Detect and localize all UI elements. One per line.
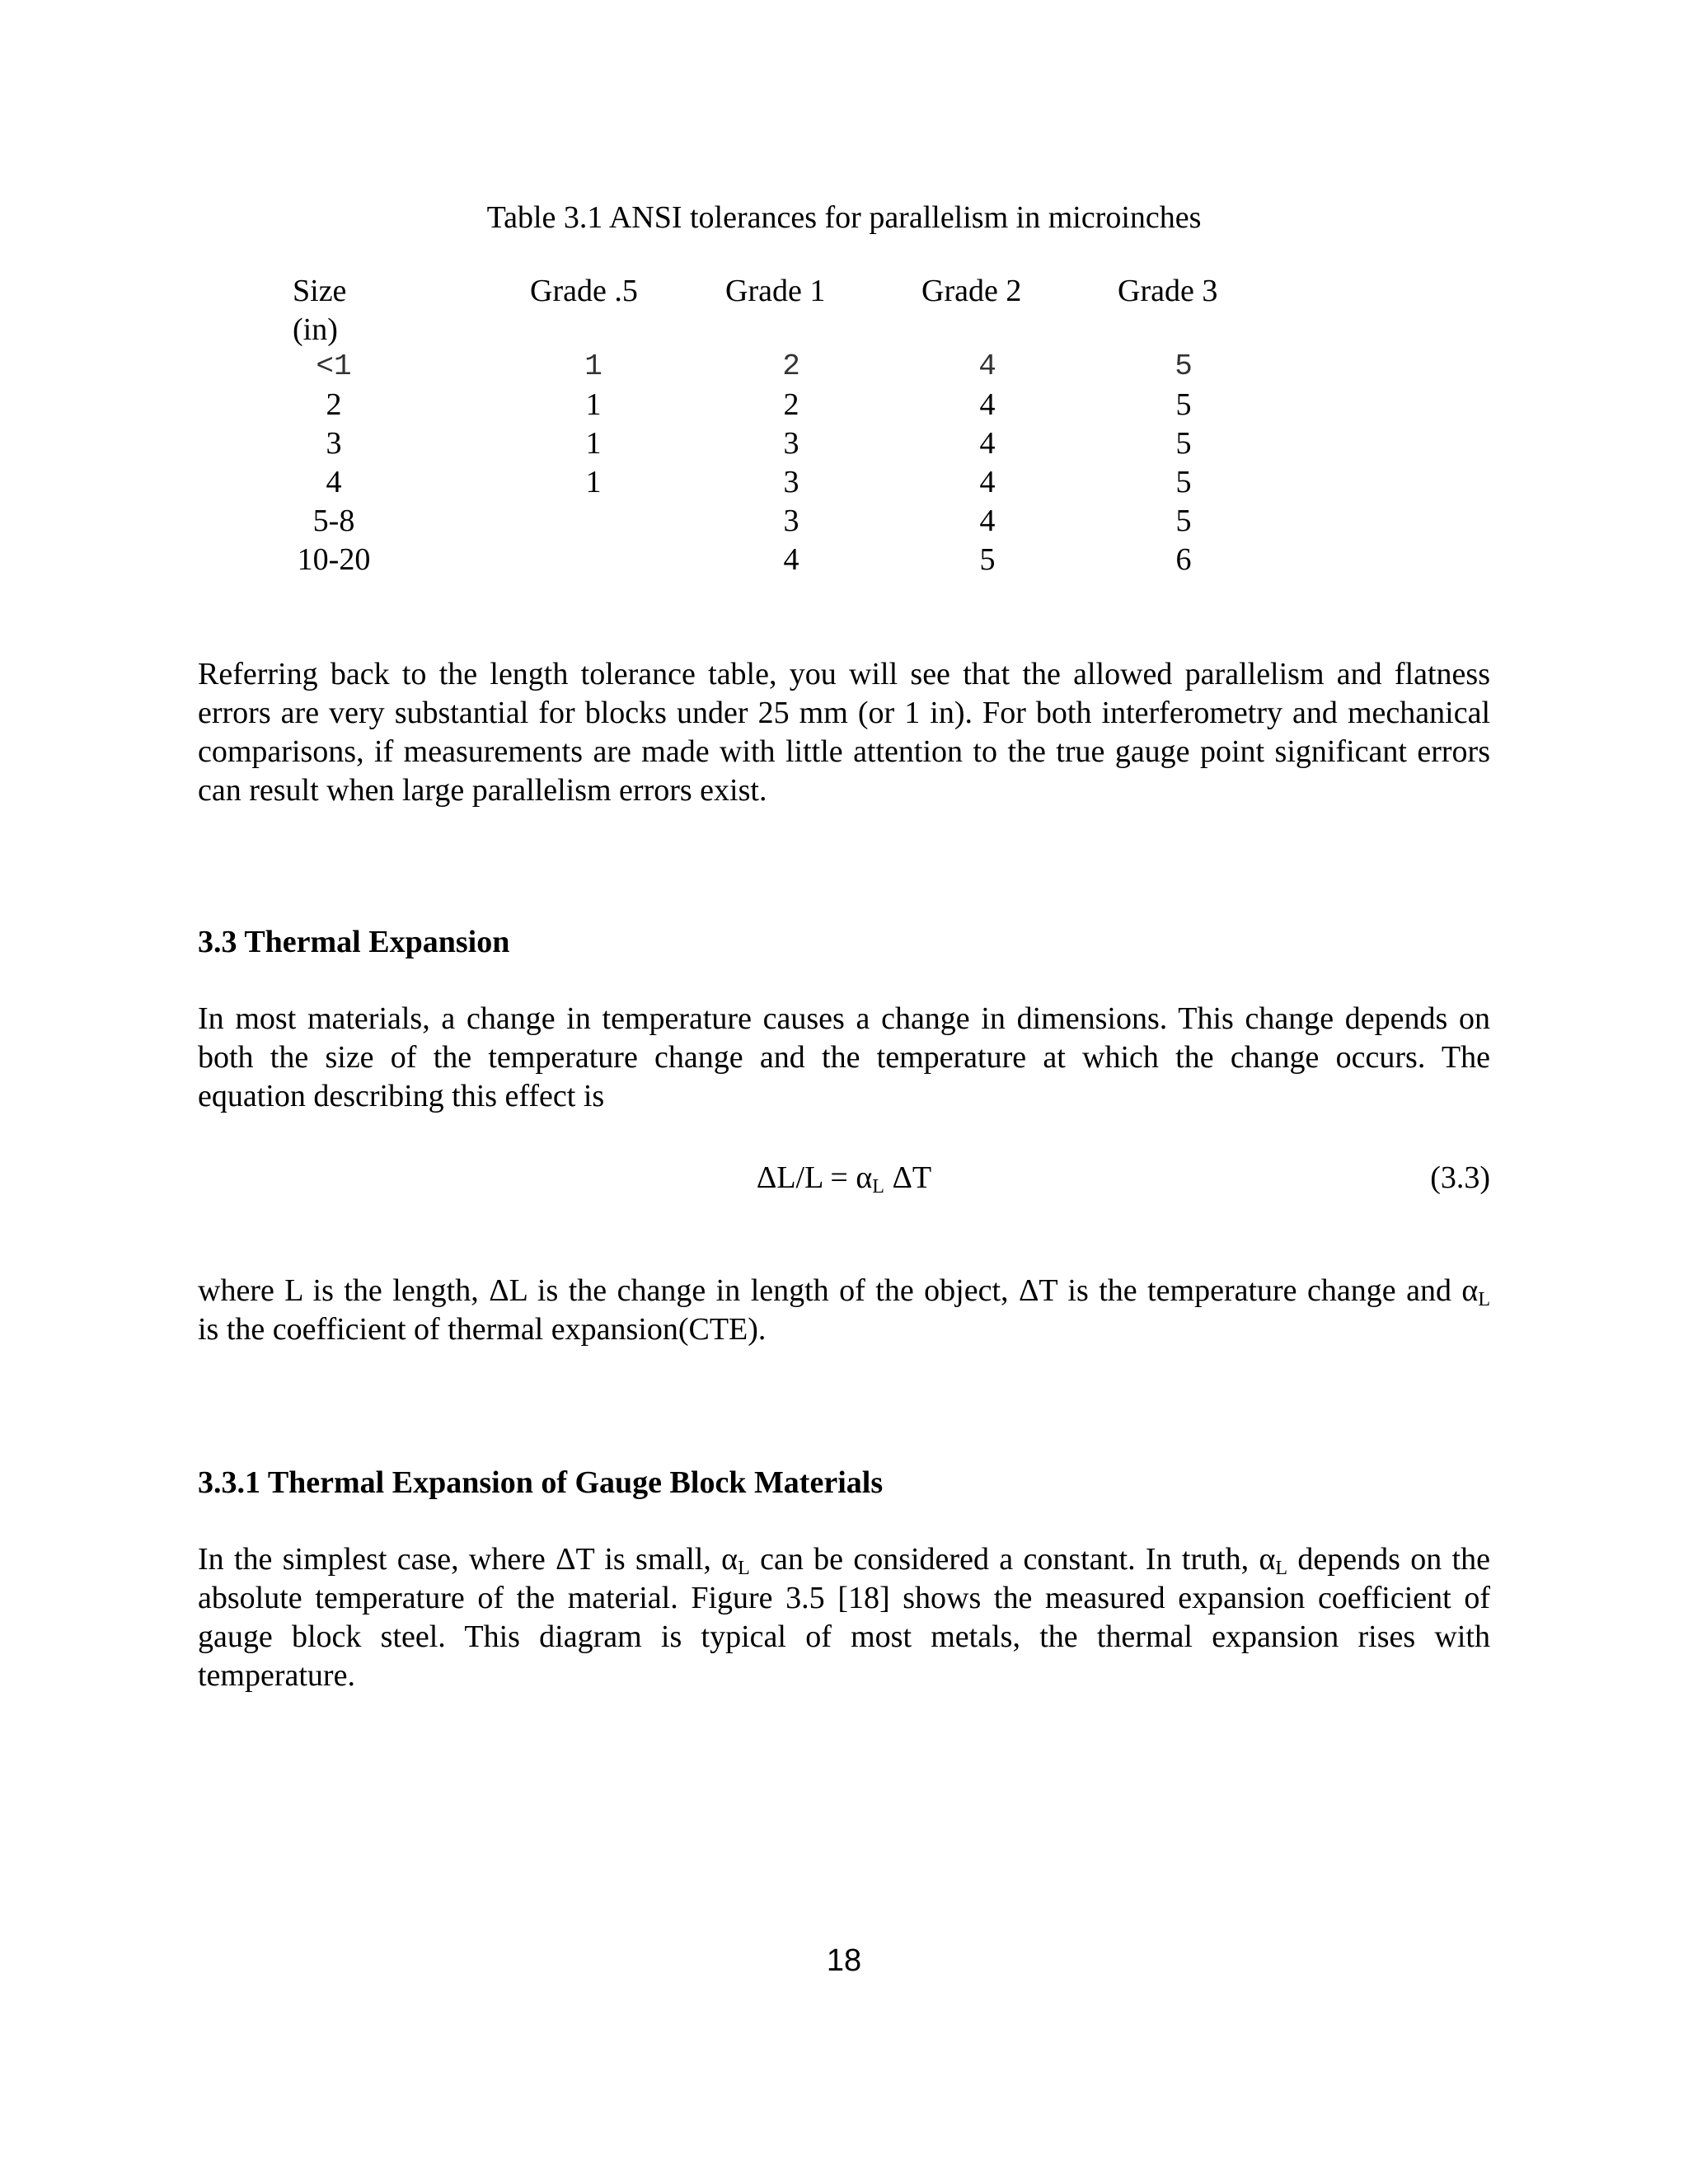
paragraph-where xyxy=(198,1272,1490,1349)
text-fragment: depends on the xyxy=(1287,1542,1490,1577)
alpha-subscript: L xyxy=(1275,1558,1288,1579)
header-size: Size xyxy=(293,274,347,308)
table-cell: 4 xyxy=(783,542,799,577)
table-cell: 5 xyxy=(1175,504,1192,538)
table-cell: 5 xyxy=(979,542,996,577)
header-grade-2: Grade 2 xyxy=(921,274,1022,308)
header-grade-3: Grade 3 xyxy=(1118,274,1218,308)
header-size-unit: (in) xyxy=(293,312,338,347)
table-cell: 2 xyxy=(782,349,800,383)
text-line: errors are very substantial for blocks under 25 mm (or 1 in). For both interferometry and mechanical xyxy=(198,696,1490,730)
table-cell: 3 xyxy=(326,426,342,461)
table-cell: <1 xyxy=(316,349,352,383)
equation-lhs: ΔL/L = α xyxy=(756,1160,873,1195)
table-cell: 5 xyxy=(1175,387,1192,422)
equation-number: (3.3) xyxy=(1430,1160,1490,1195)
text-line: gauge block steel. This diagram is typical of most metals, the thermal expansion rises with xyxy=(198,1619,1490,1654)
text-line: comparisons, if measurements are made with little attention to the true gauge point significant errors xyxy=(198,734,1490,769)
alpha-subscript: L xyxy=(738,1558,750,1579)
page-number: 18 xyxy=(826,1943,862,1978)
table-cell: 5 xyxy=(1175,426,1192,461)
section-heading-3-3-1: 3.3.1 Thermal Expansion of Gauge Block Materials xyxy=(198,1465,884,1500)
text-line xyxy=(198,1540,1490,1579)
table-caption: Table 3.1 ANSI tolerances for parallelism in microinches xyxy=(486,200,1202,235)
text-line: can result when large parallelism errors exist. xyxy=(198,773,767,808)
equation-rhs: ΔT xyxy=(884,1160,932,1195)
table-cell: 5-8 xyxy=(312,504,355,538)
paragraph-thermal-intro xyxy=(198,1000,1490,1116)
equation-subscript: L xyxy=(872,1176,884,1197)
paragraph-parallelism xyxy=(198,655,1490,810)
table-cell: 5 xyxy=(1175,349,1193,383)
table-cell: 1 xyxy=(585,426,602,461)
table-cell: 10-20 xyxy=(297,542,371,577)
table-cell: 3 xyxy=(783,465,799,499)
table-cell: 1 xyxy=(584,349,603,383)
table-cell: 4 xyxy=(979,426,996,461)
text-line: In most materials, a change in temperature causes a change in dimensions. This change depends on xyxy=(198,1001,1490,1036)
text-fragment: can be considered a constant. In truth, α xyxy=(749,1542,1276,1577)
table-cell: 1 xyxy=(585,465,602,499)
table-cell: 6 xyxy=(1175,542,1192,577)
table-cell: 4 xyxy=(978,349,996,383)
table-cell: 3 xyxy=(783,426,799,461)
alpha-subscript: L xyxy=(1478,1289,1490,1310)
table-cell: 4 xyxy=(979,387,996,422)
text-line: temperature. xyxy=(198,1658,355,1693)
text-line xyxy=(198,1272,1490,1310)
text-fragment: In the simplest case, where ΔT is small, α xyxy=(198,1542,738,1577)
text-line: Referring back to the length tolerance table, you will see that the allowed parallelism and flatness xyxy=(198,657,1490,691)
table-cell: 4 xyxy=(979,504,996,538)
table-cell: 4 xyxy=(979,465,996,499)
text-line: is the coefficient of thermal expansion(CTE). xyxy=(198,1312,767,1347)
text-line: equation describing this effect is xyxy=(198,1079,605,1113)
text-line: both the size of the temperature change and the temperature at which the change occurs. The xyxy=(198,1040,1490,1075)
table-cell: 5 xyxy=(1175,465,1192,499)
table-cell: 4 xyxy=(326,465,342,499)
header-grade-1: Grade 1 xyxy=(725,274,826,308)
where-text: where L is the length, ΔL is the change in length of the object, ΔT is the temperature change and α xyxy=(198,1273,1479,1308)
text-line: absolute temperature of the material. Figure 3.5 [18] shows the measured expansion coefficient of xyxy=(198,1581,1490,1615)
table-cell: 3 xyxy=(783,504,799,538)
header-grade-0-5: Grade .5 xyxy=(530,274,638,308)
table-cell: 1 xyxy=(585,387,602,422)
paragraph-gauge-materials xyxy=(198,1540,1490,1695)
table-cell: 2 xyxy=(326,387,342,422)
table-cell: 2 xyxy=(783,387,799,422)
section-heading-3-3: 3.3 Thermal Expansion xyxy=(198,925,510,959)
